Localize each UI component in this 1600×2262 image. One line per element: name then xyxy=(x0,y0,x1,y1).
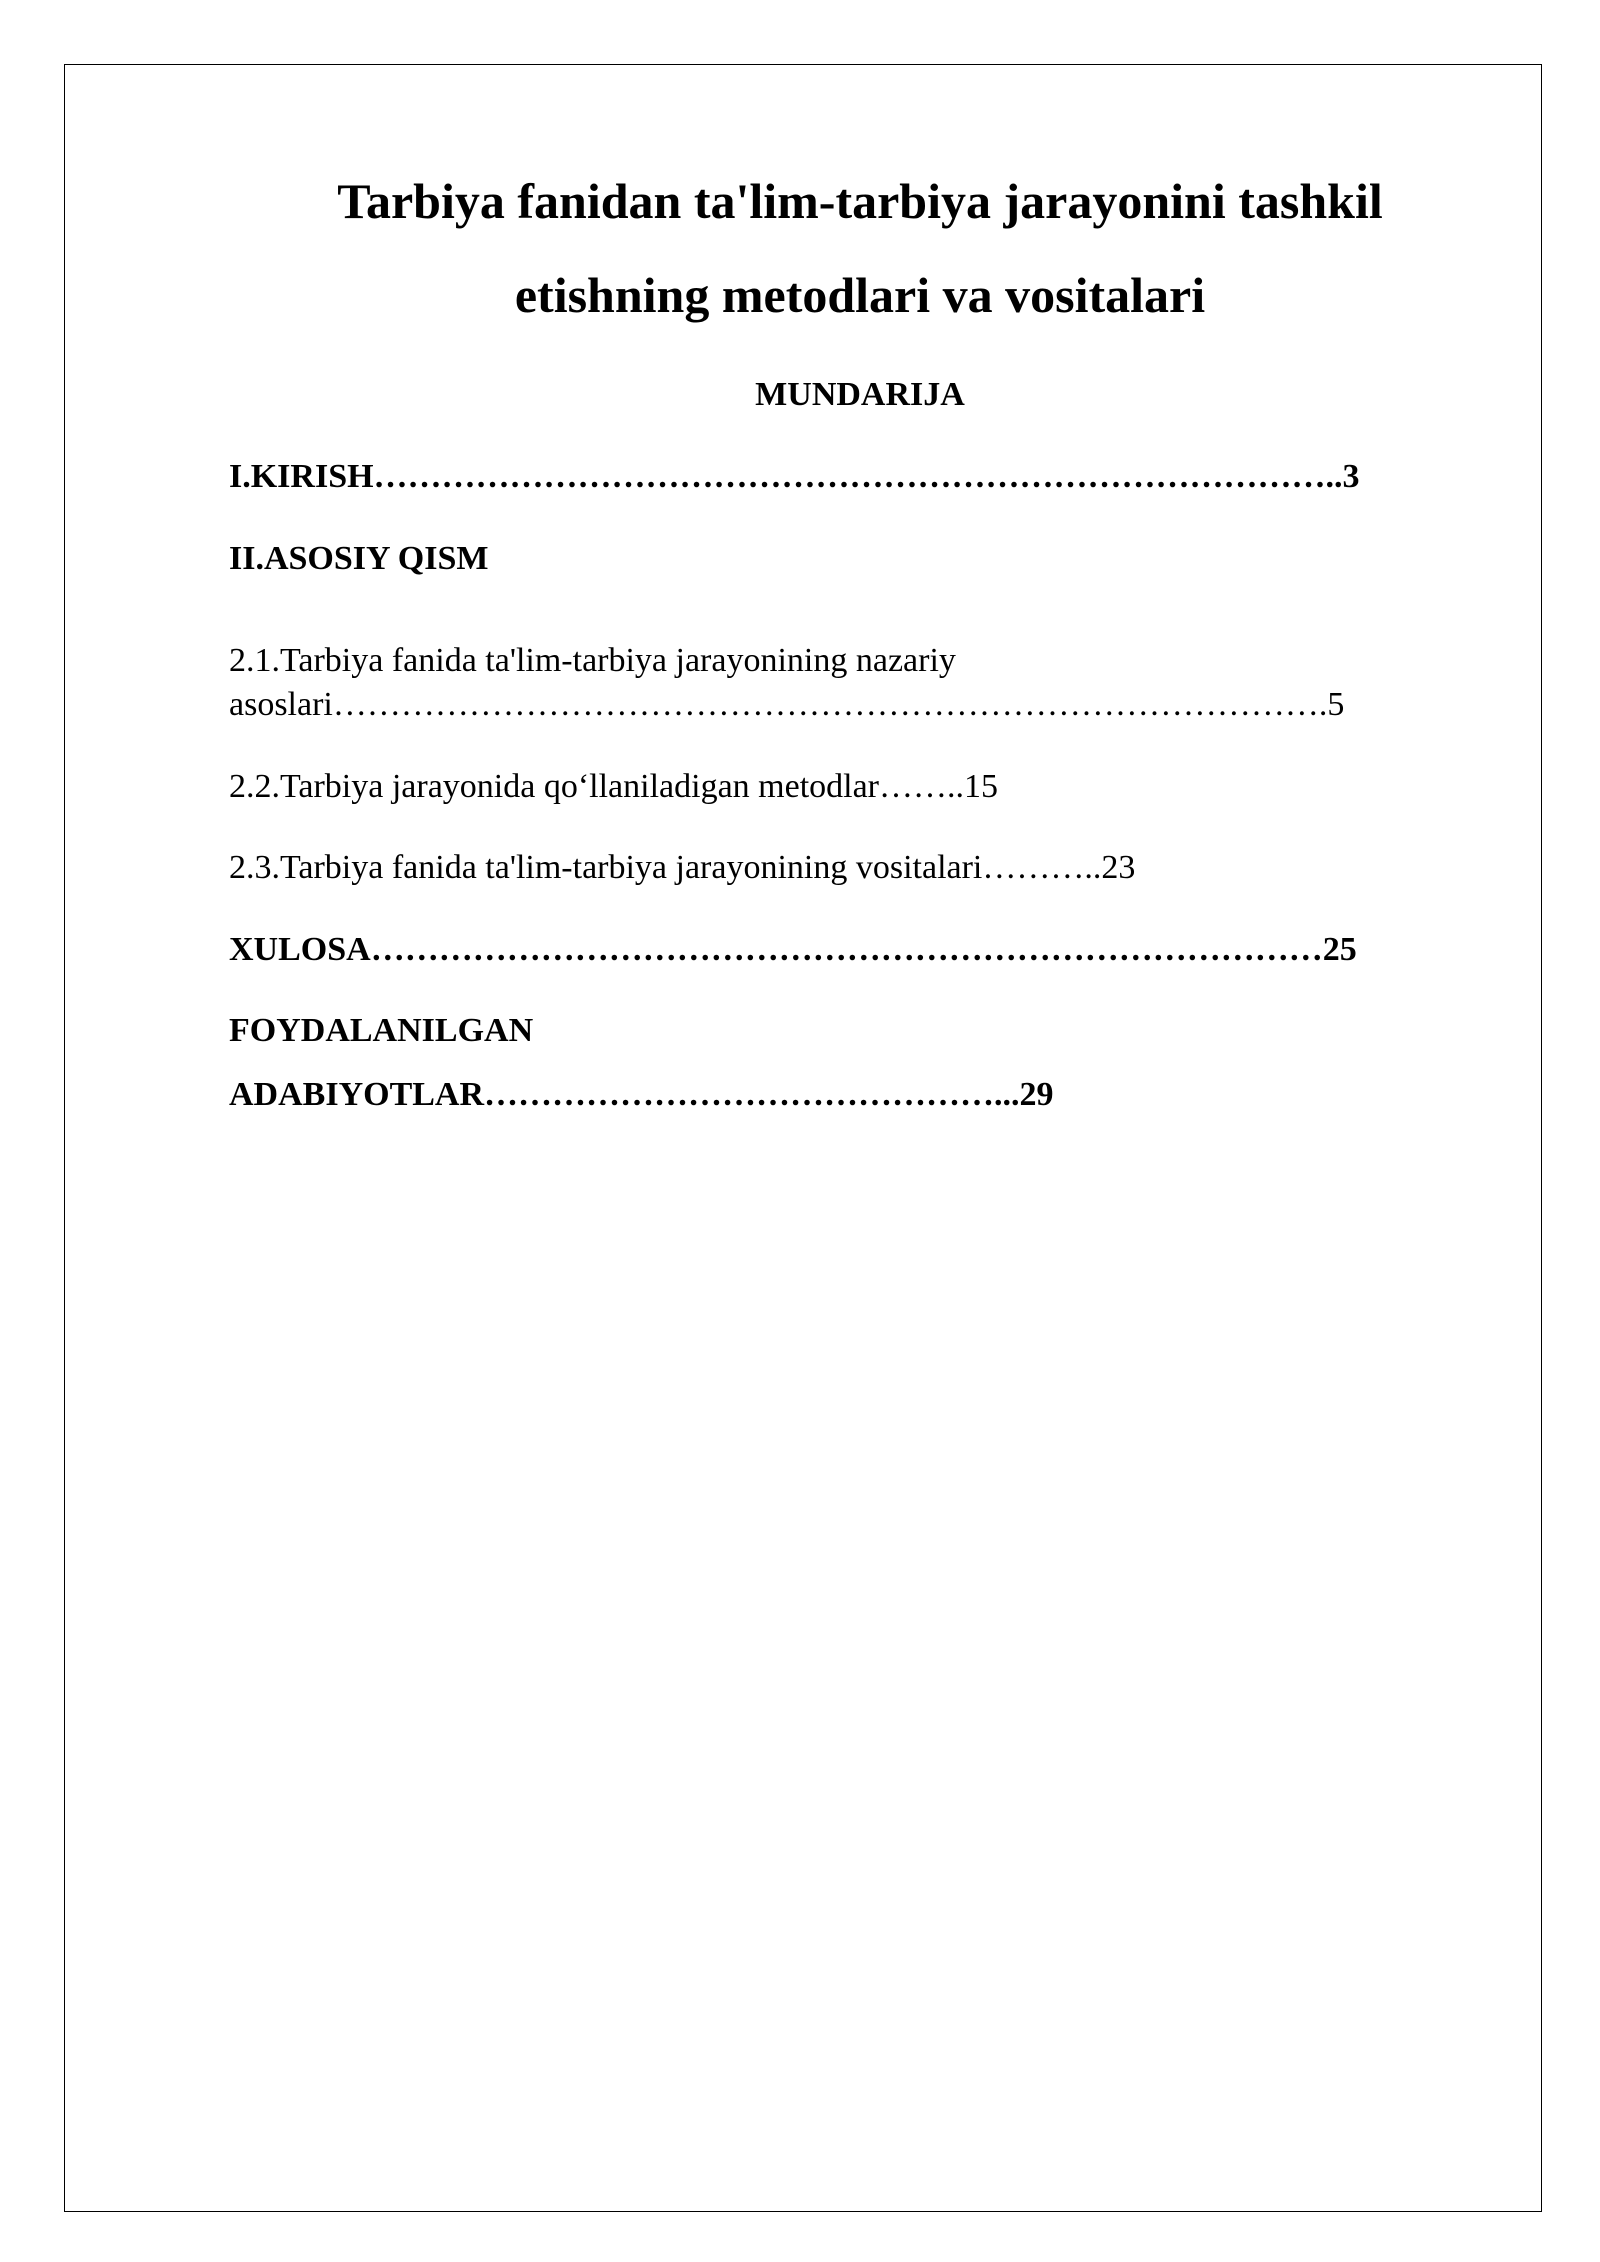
toc-entry-2-3: 2.3.Tarbiya fanida ta'lim-tarbiya jarayonining vositalari………..23 xyxy=(229,849,1136,886)
document-title-line-1: Tarbiya fanidan ta'lim-tarbiya jarayonini tashkil xyxy=(337,173,1383,229)
toc-entry-2-1-line-1: 2.1.Tarbiya fanida ta'lim-tarbiya jarayonining nazariy xyxy=(229,642,956,679)
toc-entry-2-2: 2.2.Tarbiya jarayonida qo‘llaniladigan metodlar……..15 xyxy=(229,768,999,805)
toc-entry-foydalanilgan-line-2: ADABIYOTLAR………………………………………...29 xyxy=(229,1076,1054,1113)
toc-entry-asosiy-qism: II.ASOSIY QISM xyxy=(229,540,489,577)
contents-heading: MUNDARIJA xyxy=(755,376,965,413)
document-title-line-2: etishning metodlari va vositalari xyxy=(514,267,1206,323)
toc-entry-xulosa: XULOSA…………………………………………………………………………25 xyxy=(229,931,1357,968)
toc-entry-kirish: I.KIRISH…………………………………………………………………………..3 xyxy=(229,458,1360,495)
toc-entry-foydalanilgan-line-1: FOYDALANILGAN xyxy=(229,1012,534,1049)
toc-entry-2-1-line-2: asoslari…………………………………………………………………………….5 xyxy=(229,686,1345,723)
